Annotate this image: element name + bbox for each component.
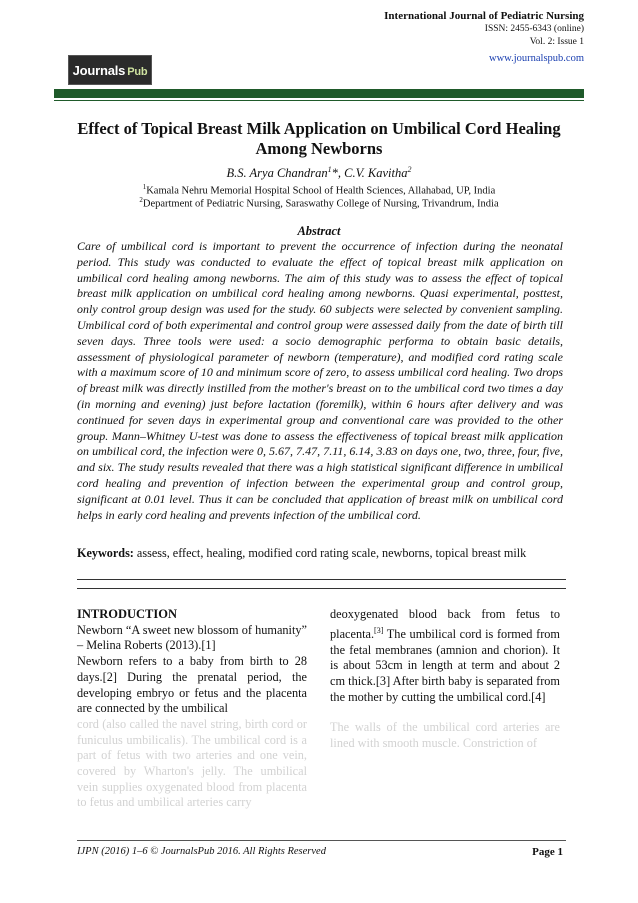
keywords (77, 546, 567, 561)
intro-paragraph-1: Newborn “A sweet new blossom of humanity” – Melina Roberts (2013).[1] (77, 622, 307, 653)
affiliation-1-mark: 1 (142, 183, 147, 191)
author-1: B.S. Arya Chandran (226, 166, 328, 181)
body-column-left (77, 607, 307, 811)
volume-issue: Vol. 2: Issue 1 (529, 37, 584, 47)
issn: ISSN: 2455-6343 (online) (484, 24, 584, 34)
affiliation-2-text: Department of Pediatric Nursing, Saraswathy College of Nursing, Trivandrum, India (142, 198, 499, 210)
affiliation-2 (0, 196, 638, 210)
journal-header (384, 10, 584, 65)
affiliation-1-text: Kamala Nehru Memorial Hospital School of Health Sciences, Allahabad, UP, India (146, 185, 496, 197)
affiliation-2-mark: 2 (139, 196, 143, 204)
author-line (0, 165, 638, 181)
author-2-affil-mark: 2 (407, 165, 412, 174)
journal-website-link[interactable]: www.journalspub.com (489, 53, 584, 64)
keywords-text: assess, effect, healing, modified cord rating scale, newborns, topical breast milk (133, 546, 527, 560)
affiliation-1 (0, 183, 638, 197)
citation-3: [3] (374, 625, 384, 635)
intro-paragraph-3-start: deoxygenated blood back from fetus to placenta. (330, 607, 560, 641)
intro-paragraph-2-faded: cord (also called the navel string, birth cord or funiculus umbilicalis). The umbilical cord is a part of fetus with two arteries and one vein, covered by Wharton's jelly. The umbilical vein supplies oxygenated blood from placenta to fetus and umbilical arteries carry (77, 716, 307, 810)
intro-paragraph-2: Newborn refers to a baby from birth to 28 days.[2] During the prenatal period, the developing embryo or fetus and the placenta are connected by the umbilical (77, 654, 307, 716)
body-column-right (330, 607, 560, 752)
author-separator: , (337, 166, 345, 181)
corresponding-mark: * (331, 166, 338, 181)
logo-text-pub: Pub (127, 65, 148, 78)
section-divider-bottom (77, 588, 566, 589)
intro-paragraph-3-rest: The umbilical cord is formed from the fetal membranes (amnion and chorion). It is about 53cm in length at term and about 2 cm thick.[3] After birth baby is separated from the mother by cutting the umbilical cord.[4] (330, 626, 560, 704)
footer-copyright: IJPN (2016) 1–6 © JournalsPub 2016. All Rights Reserved (77, 846, 326, 857)
intro-paragraph-3 (330, 607, 560, 705)
logo-text-main: Journals (72, 62, 126, 78)
abstract-heading: Abstract (297, 224, 341, 238)
journalspub-logo (68, 55, 152, 85)
footer-divider (77, 840, 566, 841)
header-divider-bar (54, 89, 584, 98)
intro-paragraph-4-faded: The walls of the umbilical cord arteries are lined with smooth muscle. Constriction of (330, 720, 560, 751)
introduction-heading: INTRODUCTION (77, 607, 178, 621)
article-title: Effect of Topical Breast Milk Application on Umbilical Cord Healing Among Newborns (77, 119, 561, 158)
logo-text (73, 63, 148, 78)
journal-name: International Journal of Pediatric Nursing (384, 10, 584, 22)
section-divider-top (77, 579, 566, 580)
abstract-text: Care of umbilical cord is important to prevent the occurrence of infection during the neonatal period. This study was conducted to evaluate the effect of topical breast milk application on umbilical cord healing among newborns. The aim of this study was to assess the effect of topical breast milk application on umbilical cord healing among newborns. Quasi experimental, posttest, only control group design was used for the study. 60 subjects were selected by convenient sampling. Umbilical cord of both experimental and control group were assessed daily from the date of birth till seven days. Three tools were used: a socio demographic performa to obtain basic details, assessment of physiological parameter of newborn (temperature), and modified cord rating scale with a maximum score of 10 and minimum score of zero, to assess umbilical cord healing. Two drops of breast milk was directly instilled from the mother's breast on to the umbilical cord two times a day (in morning and evening) just before lactation (foremilk), within 6 hours after delivery and was continued for seven days in experimental group and conventional care was provided to the other group. Mann–Whitney U-test was done to assess the effectiveness of topical breast milk application on umbilical cord, the infection were 0, 5.67, 7.47, 7.11, 6.14, 3.83 on days one, two, three, four, five, and six. The study results revealed that there was a high statistical significant difference in umbilical cord healing and prevention of infection between the experimental group and control group, significant at 0.01 level. Thus it can be concluded that application of breast milk on umbilical cord helps in early cord healing and prevents infection of the umbilical cord. (77, 239, 563, 522)
author-1-affil-mark: 1 (327, 165, 332, 174)
author-2: C.V. Kavitha (344, 166, 408, 181)
keywords-label: Keywords: (77, 546, 134, 560)
page-number: Page 1 (532, 846, 563, 858)
